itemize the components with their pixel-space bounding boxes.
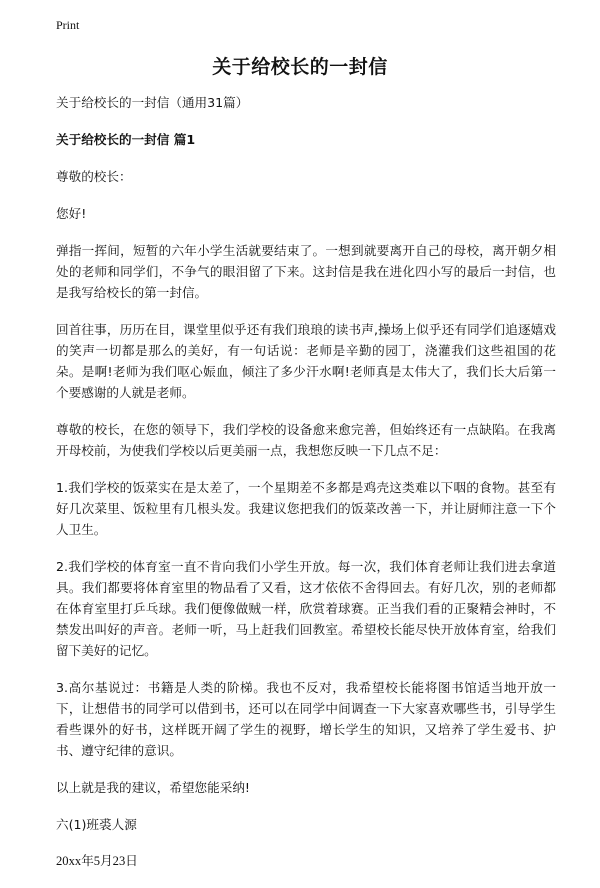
greeting: 您好! bbox=[56, 206, 87, 221]
document-title: 关于给校长的一封信 bbox=[212, 56, 388, 78]
letter-date: 20xx年5月23日 bbox=[56, 854, 138, 868]
body-paragraph: 弹指一挥间，短暂的六年小学生活就要结束了。一想到就要离开自己的母校，离开朝夕相处的老师和同学们，不争气的眼泪留了下来。这封信是我在进化四小写的最后一封信，也是我写给校长的第一封信。 bbox=[56, 243, 556, 300]
closing-paragraph: 以上就是我的建议，希望您能采纳! bbox=[56, 780, 250, 795]
body-paragraph: 尊敬的校长，在您的领导下，我们学校的设备愈来愈完善，但始终还有一点缺陷。在我离开母校前，为使我们学校以后更美丽一点，我想您反映一下几点不足： bbox=[56, 422, 556, 458]
body-paragraph: 1.我们学校的饭菜实在是太差了，一个星期差不多都是鸡壳这类难以下咽的食物。甚至有好几次菜里、饭粒里有几根头发。我建议您把我们的饭菜改善一下，并让厨师注意一下个人卫生。 bbox=[56, 480, 556, 537]
body-paragraph: 2.我们学校的体育室一直不肯向我们小学生开放。每一次，我们体育老师让我们进去拿道具。我们都要将体育室里的物品看了又看，这才依依不舍得回去。有好几次，别的老师都在体育室里打乒乓球。我们便像做贼一样，欣赏着球赛。正当我们看的正聚精会神时，不禁发出叫好的声音。老师一听，马上赶我们回教室。希望校长能尽快开放体育室，给我们留下美好的记忆。 bbox=[56, 559, 556, 658]
body-paragraph: 回首往事，历历在目，课堂里似乎还有我们琅琅的读书声,操场上似乎还有同学们追逐嬉戏的笑声一切都是那么的美好，有一句话说：老师是辛勤的园丁，浇灌我们这些祖国的花朵。是啊!老师为我们呕心娠血，倾注了多少汗水啊!老师真是太伟大了，我们长大后第一个要感谢的人就是老师。 bbox=[56, 322, 556, 400]
signature: 六(1)班裘人源 bbox=[56, 817, 137, 832]
document-body bbox=[56, 92, 556, 888]
salutation: 尊敬的校长： bbox=[56, 169, 132, 184]
document-subtitle: 关于给校长的一封信（通用31篇） bbox=[56, 95, 249, 110]
section-heading: 关于给校长的一封信 篇1 bbox=[56, 132, 196, 147]
print-link[interactable]: Print bbox=[56, 18, 80, 32]
body-paragraph: 3.高尔基说过：书籍是人类的阶梯。我也不反对，我希望校长能将图书馆适当地开放一下，让想借书的同学可以借到书，还可以在同学中间调查一下大家喜欢哪些书，引导学生看些课外的好书，这样既开阔了学生的视野，增长学生的知识，又培养了学生爱书、护书、遵守纪律的意识。 bbox=[56, 680, 556, 758]
